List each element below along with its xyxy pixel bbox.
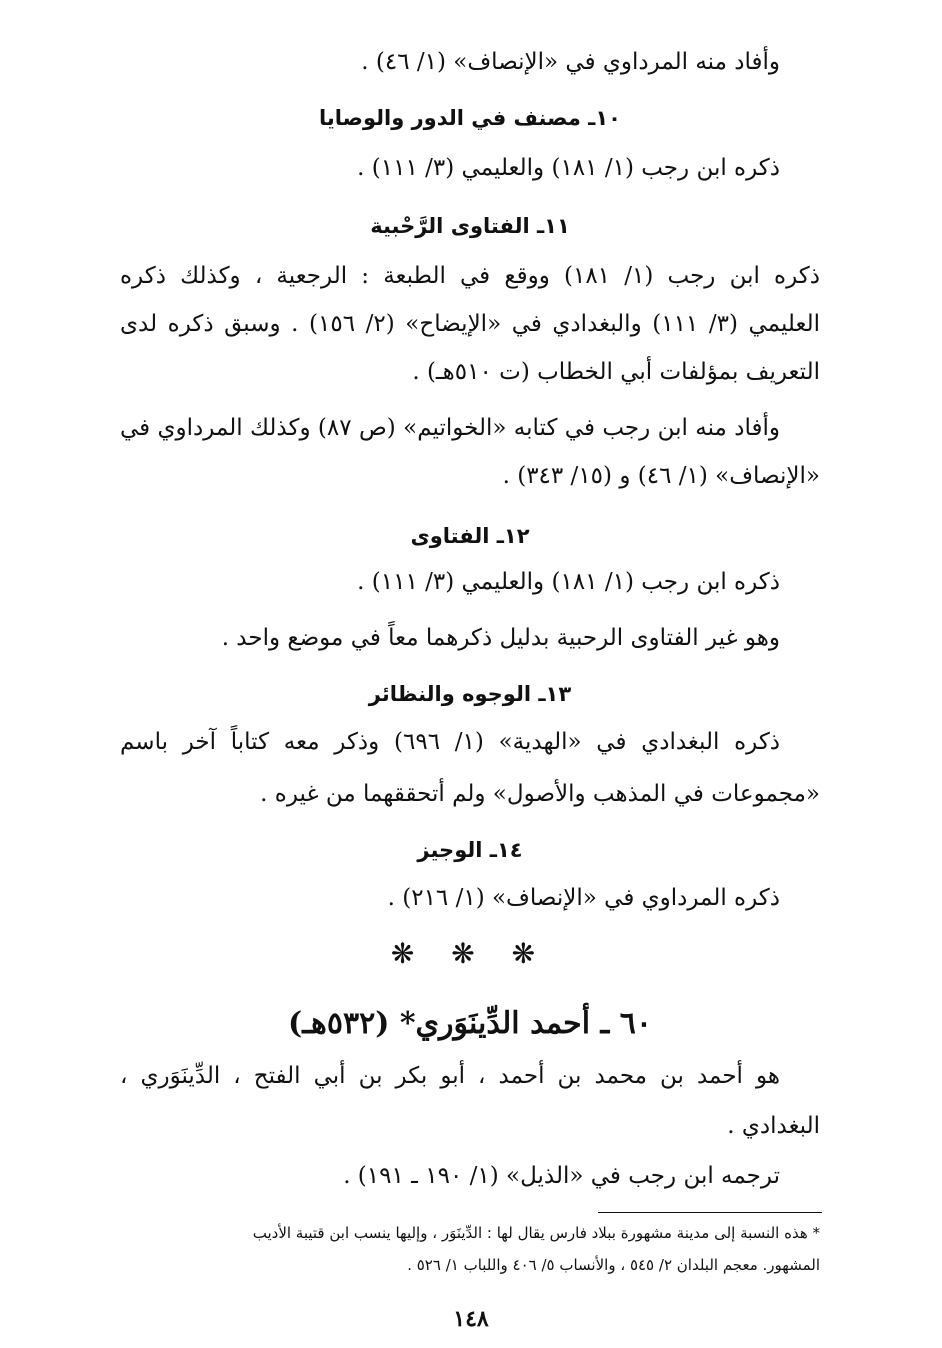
- text-line: ذكره البغدادي في «الهدية» (١/ ٦٩٦) وذكر معه كتاباً آخر باسم: [120, 729, 780, 755]
- text-line: العليمي (٣/ ١١١) والبغدادي في «الإيضاح» (٢/ ١٥٦) . وسبق ذكره لدى: [120, 311, 820, 337]
- section-heading-11: ١١ـ الفتاوى الرَّحْبية: [370, 214, 570, 238]
- text-line: هو أحمد بن محمد بن أحمد ، أبو بكر بن أبي الفتح ، الدِّينَوَري ،: [120, 1063, 780, 1089]
- text-line: «الإنصاف» (١/ ٤٦) و (١٥/ ٣٤٣) .: [502, 463, 820, 489]
- text-line: ذكره ابن رجب (١/ ١٨١) والعليمي (٣/ ١١١) .: [357, 155, 780, 181]
- page-number: ١٤٨: [453, 1306, 489, 1332]
- footnote-line: * هذه النسبة إلى مدينة مشهورة ببلاد فارس يقال لها : الدِّينَوَر ، وإليها ينسب ابن قتيبة الأديب: [252, 1224, 820, 1242]
- text-line: وهو غير الفتاوى الرحبية بدليل ذكرهما معاً في موضع واحد .: [221, 625, 780, 651]
- text-line: وأفاد منه ابن رجب في كتابه «الخواتيم» (ص ٨٧) وكذلك المرداوي في: [120, 415, 780, 441]
- section-heading-10: ١٠ـ مصنف في الدور والوصايا: [319, 106, 621, 130]
- text-line: البغدادي .: [727, 1113, 820, 1139]
- text-line: التعريف بمؤلفات أبي الخطاب (ت ٥١٠هـ) .: [412, 359, 820, 385]
- footnote-divider: [598, 1212, 822, 1213]
- text-line: ذكره ابن رجب (١/ ١٨١) ووقع في الطبعة : الرجعية ، وكذلك ذكره: [120, 263, 820, 289]
- section-heading-14: ١٤ـ الوجيز: [417, 838, 523, 862]
- footnote-line: المشهور. معجم البلدان ٢/ ٥٤٥ ، والأنساب ٥/ ٤٠٦ واللباب ١/ ٥٢٦ .: [407, 1256, 820, 1274]
- text-line: ترجمه ابن رجب في «الذيل» (١/ ١٩٠ ـ ١٩١) .: [343, 1163, 780, 1189]
- section-heading-12: ١٢ـ الفتاوى: [410, 524, 530, 548]
- section-separator: ❋ ❋ ❋: [390, 937, 550, 970]
- text-line: ذكره المرداوي في «الإنصاف» (١/ ٢١٦) .: [387, 885, 780, 911]
- section-heading-13: ١٣ـ الوجوه والنظائر: [368, 682, 572, 706]
- text-line: «مجموعات في المذهب والأصول» ولم أتحققهما من غيره .: [260, 781, 820, 807]
- text-line: ذكره ابن رجب (١/ ١٨١) والعليمي (٣/ ١١١) .: [357, 569, 780, 595]
- biography-title: ٦٠ ـ أحمد الدِّينَوَري* (٥٣٢هـ): [288, 1006, 652, 1041]
- text-line: وأفاد منه المرداوي في «الإنصاف» (١/ ٤٦) .: [361, 49, 780, 75]
